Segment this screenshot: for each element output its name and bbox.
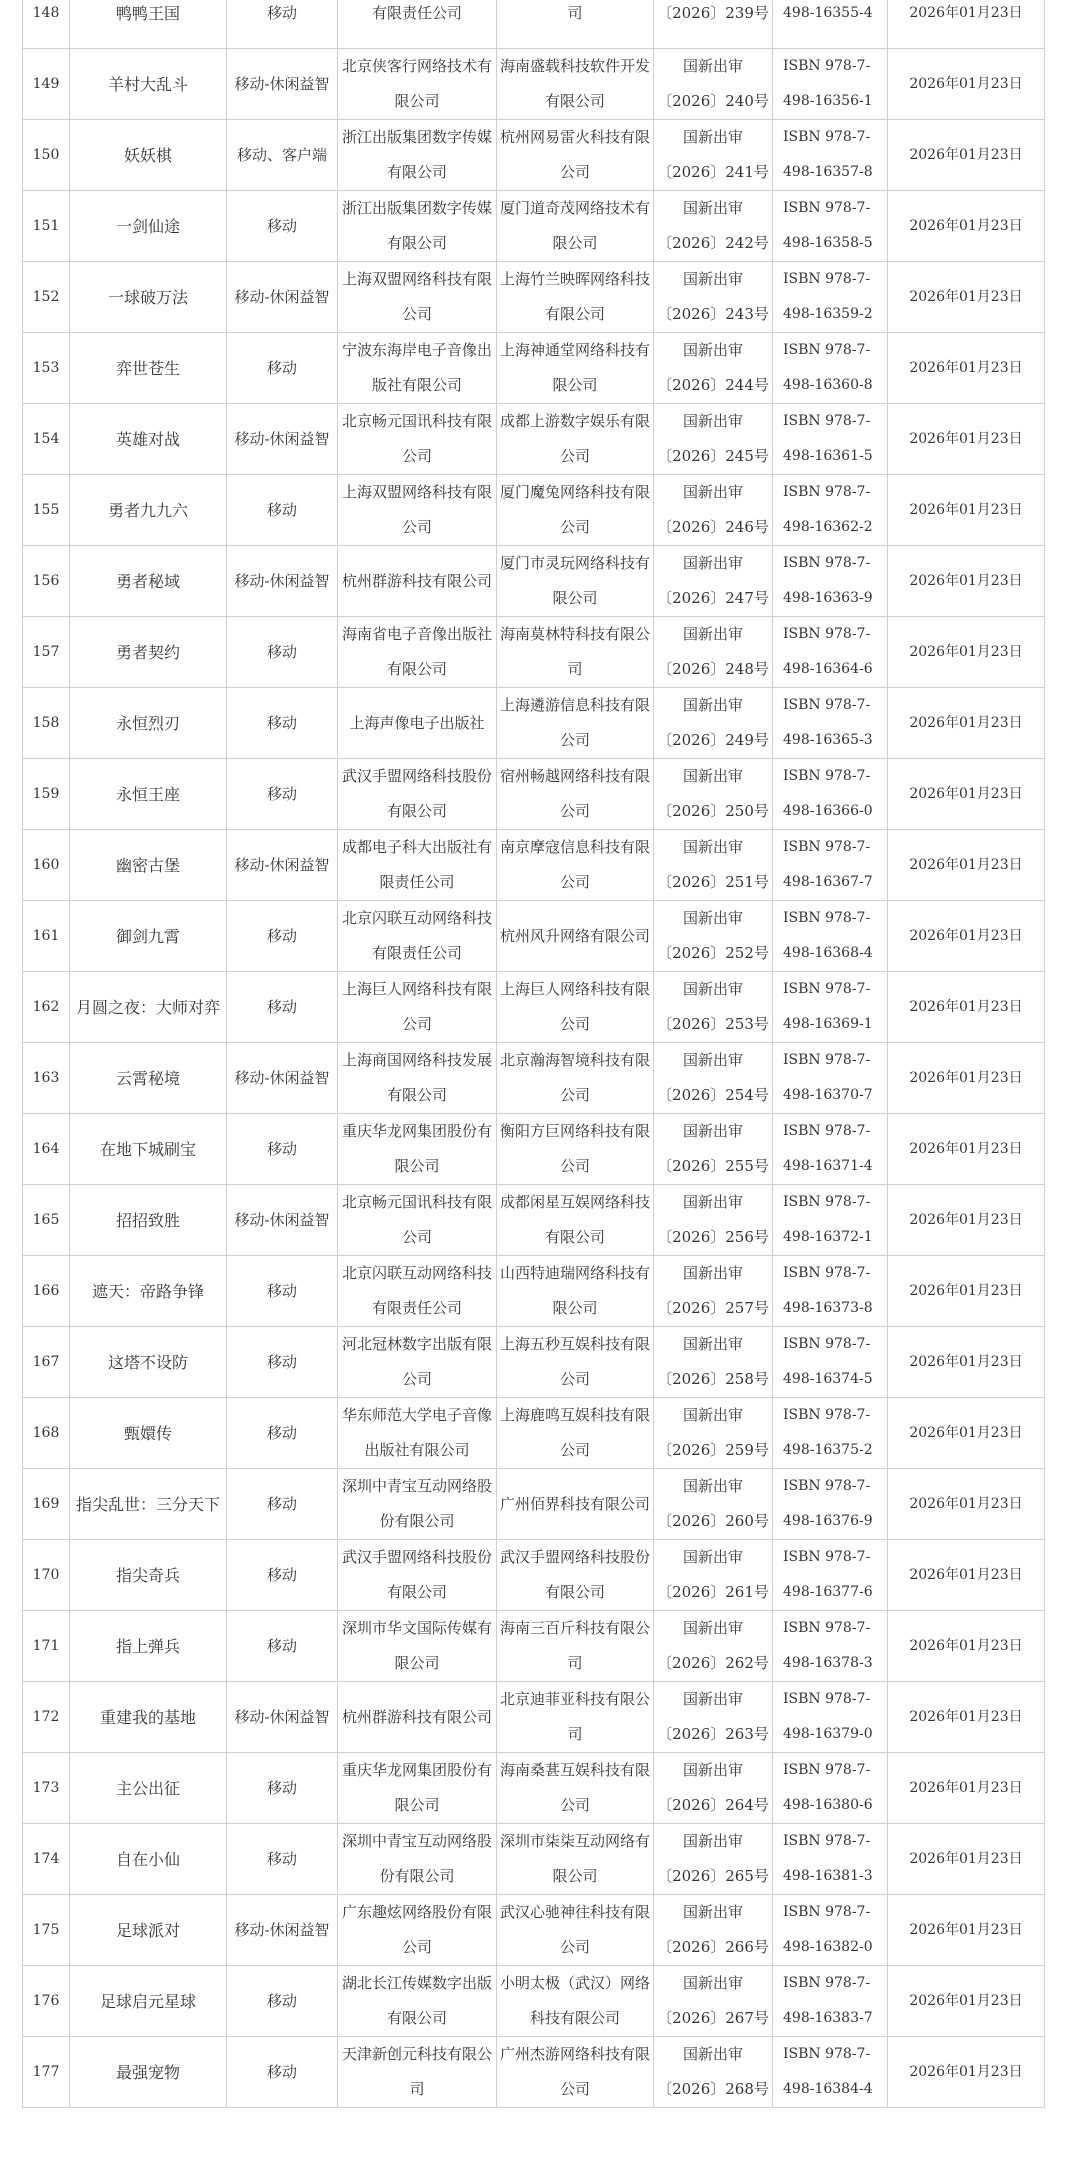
game-title: 招招致胜: [70, 1185, 227, 1256]
operator-name: 武汉手盟网络科技股份有限公司: [497, 1540, 654, 1611]
row-number: 168: [23, 1398, 70, 1469]
publisher-name: 北京畅元国讯科技有限公司: [338, 1185, 497, 1256]
isbn-number: ISBN 978-7-498-16358-5: [773, 191, 888, 262]
publisher-name: 重庆华龙网集团股份有限公司: [338, 1114, 497, 1185]
isbn-number: ISBN 978-7-498-16363-9: [773, 546, 888, 617]
publisher-name: 武汉手盟网络科技股份有限公司: [338, 1540, 497, 1611]
game-title: 指上弹兵: [70, 1611, 227, 1682]
operator-name: 上海鹿鸣互娱科技有限公司: [497, 1398, 654, 1469]
game-title: 甄嬛传: [70, 1398, 227, 1469]
isbn-number: ISBN 978-7-498-16370-7: [773, 1043, 888, 1114]
isbn-number: ISBN 978-7-498-16361-5: [773, 404, 888, 475]
approval-date: 2026年01月23日: [888, 120, 1045, 191]
game-title: 一球破万法: [70, 262, 227, 333]
game-category: 移动: [227, 1824, 338, 1895]
game-title: 勇者契约: [70, 617, 227, 688]
game-category: 移动-休闲益智: [227, 49, 338, 120]
publisher-name: 浙江出版集团数字传媒有限公司: [338, 120, 497, 191]
approval-date: 2026年01月23日: [888, 262, 1045, 333]
table-row: [23, 475, 1045, 546]
table-row: [23, 830, 1045, 901]
approval-date: 2026年01月23日: [888, 1398, 1045, 1469]
table-row: [23, 0, 1045, 49]
approval-number: 国新出审〔2026〕251号: [654, 830, 773, 901]
game-category: 移动: [227, 0, 338, 49]
game-title: 足球派对: [70, 1895, 227, 1966]
publisher-name: 北京侠客行网络技术有限公司: [338, 49, 497, 120]
publisher-name: 上海商国网络科技发展有限公司: [338, 1043, 497, 1114]
operator-name: 山西特迪瑞网络科技有限公司: [497, 1256, 654, 1327]
game-category: 移动: [227, 191, 338, 262]
table-row: [23, 546, 1045, 617]
table-row: [23, 1611, 1045, 1682]
table-row: [23, 1256, 1045, 1327]
approval-date: 2026年01月23日: [888, 830, 1045, 901]
isbn-number: ISBN 978-7-498-16364-6: [773, 617, 888, 688]
game-title: 在地下城刷宝: [70, 1114, 227, 1185]
operator-name: 南京摩寇信息科技有限公司: [497, 830, 654, 901]
isbn-number: ISBN 978-7-498-16384-4: [773, 2037, 888, 2108]
operator-name: 厦门魔兔网络科技有限公司: [497, 475, 654, 546]
approval-number: 国新出审〔2026〕267号: [654, 1966, 773, 2037]
isbn-number: ISBN 978-7-498-16372-1: [773, 1185, 888, 1256]
operator-name: 武汉心驰神往科技有限公司: [497, 1895, 654, 1966]
approval-date: 2026年01月23日: [888, 1540, 1045, 1611]
game-title: 足球启元星球: [70, 1966, 227, 2037]
operator-name: 海南盛载科技软件开发有限公司: [497, 49, 654, 120]
isbn-number: ISBN 978-7-498-16374-5: [773, 1327, 888, 1398]
approval-number: 国新出审〔2026〕260号: [654, 1469, 773, 1540]
operator-name: 上海五秒互娱科技有限公司: [497, 1327, 654, 1398]
game-title: 永恒烈刃: [70, 688, 227, 759]
game-title: 羊村大乱斗: [70, 49, 227, 120]
operator-name: 广州佰界科技有限公司: [497, 1469, 654, 1540]
approval-date: 2026年01月23日: [888, 1327, 1045, 1398]
approval-number: 国新出审〔2026〕265号: [654, 1824, 773, 1895]
row-number: 164: [23, 1114, 70, 1185]
publisher-name: 上海双盟网络科技有限公司: [338, 475, 497, 546]
table-row: [23, 1469, 1045, 1540]
row-number: 171: [23, 1611, 70, 1682]
row-number: 175: [23, 1895, 70, 1966]
row-number: 156: [23, 546, 70, 617]
table-row: [23, 1043, 1045, 1114]
game-category: 移动: [227, 1398, 338, 1469]
row-number: 157: [23, 617, 70, 688]
operator-name: 小明太极（武汉）网络科技有限公司: [497, 1966, 654, 2037]
isbn-number: ISBN 978-7-498-16382-0: [773, 1895, 888, 1966]
isbn-number: ISBN 978-7-498-16360-8: [773, 333, 888, 404]
table-row: [23, 972, 1045, 1043]
publisher-name: 成都电子科大出版社有限责任公司: [338, 830, 497, 901]
game-title: 指尖奇兵: [70, 1540, 227, 1611]
isbn-number: ISBN 978-7-498-16369-1: [773, 972, 888, 1043]
game-category: 移动-休闲益智: [227, 1043, 338, 1114]
approval-date: 2026年01月23日: [888, 475, 1045, 546]
approval-date: 2026年01月23日: [888, 191, 1045, 262]
game-category: 移动: [227, 1256, 338, 1327]
isbn-number: ISBN 978-7-498-16362-2: [773, 475, 888, 546]
publisher-name: 杭州群游科技有限公司: [338, 546, 497, 617]
isbn-number: ISBN 978-7-498-16376-9: [773, 1469, 888, 1540]
isbn-number: ISBN 978-7-498-16378-3: [773, 1611, 888, 1682]
approval-number: 国新出审〔2026〕240号: [654, 49, 773, 120]
table-row: [23, 1327, 1045, 1398]
publisher-name: 浙江出版集团数字传媒有限公司: [338, 191, 497, 262]
row-number: 160: [23, 830, 70, 901]
approval-number: 国新出审〔2026〕259号: [654, 1398, 773, 1469]
approval-number: 国新出审〔2026〕264号: [654, 1753, 773, 1824]
approval-date: 2026年01月23日: [888, 49, 1045, 120]
game-title: 弈世苍生: [70, 333, 227, 404]
table-row: [23, 759, 1045, 830]
isbn-number: ISBN 978-7-498-16359-2: [773, 262, 888, 333]
operator-name: 广州杰游网络科技有限公司: [497, 2037, 654, 2108]
isbn-number: ISBN 978-7-498-16366-0: [773, 759, 888, 830]
approval-date: 2026年01月23日: [888, 1966, 1045, 2037]
row-number: 170: [23, 1540, 70, 1611]
publisher-name: 广东趣炫网络股份有限公司: [338, 1895, 497, 1966]
row-number: 176: [23, 1966, 70, 2037]
game-title: 遮天：帝路争锋: [70, 1256, 227, 1327]
publisher-name: 华东师范大学电子音像出版社有限公司: [338, 1398, 497, 1469]
table-row: [23, 333, 1045, 404]
approval-date: 2026年01月23日: [888, 759, 1045, 830]
operator-name: 厦门道奇茂网络技术有限公司: [497, 191, 654, 262]
approval-date: 2026年01月23日: [888, 1895, 1045, 1966]
approval-date: 2026年01月23日: [888, 404, 1045, 475]
table-row: [23, 617, 1045, 688]
isbn-number: ISBN 978-7-498-16373-8: [773, 1256, 888, 1327]
row-number: 151: [23, 191, 70, 262]
game-category: 移动: [227, 333, 338, 404]
operator-name: 成都闲星互娱网络科技有限公司: [497, 1185, 654, 1256]
isbn-number: ISBN 978-7-498-16367-7: [773, 830, 888, 901]
publisher-name: 天津新创元科技有限公司: [338, 2037, 497, 2108]
operator-name: 海南桑葚互娱科技有限公司: [497, 1753, 654, 1824]
approval-date: 2026年01月23日: [888, 0, 1045, 49]
row-number: 150: [23, 120, 70, 191]
game-title: 指尖乱世：三分天下: [70, 1469, 227, 1540]
game-category: 移动: [227, 901, 338, 972]
publisher-name: 北京闪联互动网络科技有限责任公司: [338, 901, 497, 972]
table-row: [23, 1540, 1045, 1611]
approval-number: 国新出审〔2026〕247号: [654, 546, 773, 617]
approval-date: 2026年01月23日: [888, 1185, 1045, 1256]
approval-number: 国新出审〔2026〕242号: [654, 191, 773, 262]
isbn-number: ISBN 978-7-498-16380-6: [773, 1753, 888, 1824]
isbn-number: ISBN 978-7-498-16368-4: [773, 901, 888, 972]
operator-name: 衡阳方巨网络科技有限公司: [497, 1114, 654, 1185]
approval-number: 国新出审〔2026〕249号: [654, 688, 773, 759]
game-title: 一剑仙途: [70, 191, 227, 262]
approval-date: 2026年01月23日: [888, 1256, 1045, 1327]
isbn-number: ISBN 978-7-498-16371-4: [773, 1114, 888, 1185]
game-category: 移动: [227, 1753, 338, 1824]
table-row: [23, 1824, 1045, 1895]
publisher-name: 重庆华龙网集团股份有限公司: [338, 1753, 497, 1824]
operator-name: 上海遴游信息科技有限公司: [497, 688, 654, 759]
game-category: 移动、客户端: [227, 120, 338, 191]
publisher-name: 上海声像电子出版社: [338, 688, 497, 759]
table-row: [23, 1398, 1045, 1469]
approval-date: 2026年01月23日: [888, 1043, 1045, 1114]
operator-name: 深圳市柒柒互动网络有限公司: [497, 1824, 654, 1895]
isbn-number: ISBN 978-7-498-16383-7: [773, 1966, 888, 2037]
game-category: 移动-休闲益智: [227, 546, 338, 617]
approval-date: 2026年01月23日: [888, 1824, 1045, 1895]
game-title: 云霄秘境: [70, 1043, 227, 1114]
approval-date: 2026年01月23日: [888, 1682, 1045, 1753]
approval-date: 2026年01月23日: [888, 688, 1045, 759]
table-row: [23, 1895, 1045, 1966]
row-number: 153: [23, 333, 70, 404]
approval-number: 国新出审〔2026〕241号: [654, 120, 773, 191]
publisher-name: 深圳中青宝互动网络股份有限公司: [338, 1469, 497, 1540]
approval-number: 国新出审〔2026〕250号: [654, 759, 773, 830]
table-row: [23, 901, 1045, 972]
approval-number: 国新出审〔2026〕255号: [654, 1114, 773, 1185]
game-category: 移动: [227, 1611, 338, 1682]
row-number: 167: [23, 1327, 70, 1398]
game-category: 移动-休闲益智: [227, 830, 338, 901]
game-title: 主公出征: [70, 1753, 227, 1824]
approval-number: 〔2026〕239号: [654, 0, 773, 49]
game-title: 重建我的基地: [70, 1682, 227, 1753]
game-category: 移动: [227, 1469, 338, 1540]
game-category: 移动: [227, 688, 338, 759]
approval-number: 国新出审〔2026〕261号: [654, 1540, 773, 1611]
operator-name: 海南三百斤科技有限公司: [497, 1611, 654, 1682]
operator-name: 司: [497, 0, 654, 49]
row-number: 149: [23, 49, 70, 120]
row-number: 163: [23, 1043, 70, 1114]
isbn-number: ISBN 978-7-498-16356-1: [773, 49, 888, 120]
approval-date: 2026年01月23日: [888, 1469, 1045, 1540]
publisher-name: 有限责任公司: [338, 0, 497, 49]
isbn-number: ISBN 978-7-498-16377-6: [773, 1540, 888, 1611]
table-row: [23, 1114, 1045, 1185]
publisher-name: 河北冠林数字出版有限公司: [338, 1327, 497, 1398]
row-number: 165: [23, 1185, 70, 1256]
game-title: 勇者秘域: [70, 546, 227, 617]
isbn-number: ISBN 978-7-498-16381-3: [773, 1824, 888, 1895]
approval-number: 国新出审〔2026〕253号: [654, 972, 773, 1043]
row-number: 154: [23, 404, 70, 475]
publisher-name: 武汉手盟网络科技股份有限公司: [338, 759, 497, 830]
game-title: 月圆之夜：大师对弈: [70, 972, 227, 1043]
game-category: 移动: [227, 2037, 338, 2108]
row-number: 158: [23, 688, 70, 759]
operator-name: 成都上游数字娱乐有限公司: [497, 404, 654, 475]
publisher-name: 深圳市华文国际传媒有限公司: [338, 1611, 497, 1682]
table-row: [23, 120, 1045, 191]
game-title: 勇者九九六: [70, 475, 227, 546]
game-category: 移动-休闲益智: [227, 1682, 338, 1753]
row-number: 161: [23, 901, 70, 972]
publisher-name: 杭州群游科技有限公司: [338, 1682, 497, 1753]
publisher-name: 上海巨人网络科技有限公司: [338, 972, 497, 1043]
game-category: 移动: [227, 1540, 338, 1611]
row-number: 173: [23, 1753, 70, 1824]
approval-number: 国新出审〔2026〕266号: [654, 1895, 773, 1966]
operator-name: 上海神通堂网络科技有限公司: [497, 333, 654, 404]
approval-number: 国新出审〔2026〕248号: [654, 617, 773, 688]
approval-number: 国新出审〔2026〕256号: [654, 1185, 773, 1256]
game-title: 自在小仙: [70, 1824, 227, 1895]
approval-number: 国新出审〔2026〕245号: [654, 404, 773, 475]
approval-number: 国新出审〔2026〕262号: [654, 1611, 773, 1682]
publisher-name: 海南省电子音像出版社有限公司: [338, 617, 497, 688]
publisher-name: 深圳中青宝互动网络股份有限公司: [338, 1824, 497, 1895]
row-number: 166: [23, 1256, 70, 1327]
operator-name: 厦门市灵玩网络科技有限公司: [497, 546, 654, 617]
approval-date: 2026年01月23日: [888, 333, 1045, 404]
table-row: [23, 1753, 1045, 1824]
publisher-name: 北京闪联互动网络科技有限责任公司: [338, 1256, 497, 1327]
row-number: 155: [23, 475, 70, 546]
approval-number: 国新出审〔2026〕254号: [654, 1043, 773, 1114]
operator-name: 杭州风升网络有限公司: [497, 901, 654, 972]
operator-name: 宿州畅越网络科技有限公司: [497, 759, 654, 830]
table-row: [23, 688, 1045, 759]
approval-number: 国新出审〔2026〕246号: [654, 475, 773, 546]
approval-date: 2026年01月23日: [888, 546, 1045, 617]
publisher-name: 北京畅元国讯科技有限公司: [338, 404, 497, 475]
approval-date: 2026年01月23日: [888, 901, 1045, 972]
operator-name: 北京迪菲亚科技有限公司: [497, 1682, 654, 1753]
operator-name: 海南莫林特科技有限公司: [497, 617, 654, 688]
approval-number: 国新出审〔2026〕263号: [654, 1682, 773, 1753]
game-title: 英雄对战: [70, 404, 227, 475]
game-title: 鸭鸭王国: [70, 0, 227, 49]
game-title: 永恒王座: [70, 759, 227, 830]
publisher-name: 宁波东海岸电子音像出版社有限公司: [338, 333, 497, 404]
isbn-number: ISBN 978-7-498-16365-3: [773, 688, 888, 759]
table-row: [23, 191, 1045, 262]
approval-date: 2026年01月23日: [888, 617, 1045, 688]
operator-name: 上海竹兰映晖网络科技有限公司: [497, 262, 654, 333]
game-category: 移动: [227, 617, 338, 688]
approval-number: 国新出审〔2026〕243号: [654, 262, 773, 333]
table-row: [23, 1966, 1045, 2037]
publisher-name: 湖北长江传媒数字出版有限公司: [338, 1966, 497, 2037]
game-title: 妖妖棋: [70, 120, 227, 191]
game-title: 这塔不设防: [70, 1327, 227, 1398]
approval-date: 2026年01月23日: [888, 972, 1045, 1043]
game-category: 移动: [227, 1114, 338, 1185]
row-number: 172: [23, 1682, 70, 1753]
table-row: [23, 404, 1045, 475]
row-number: 152: [23, 262, 70, 333]
approval-date: 2026年01月23日: [888, 1753, 1045, 1824]
game-category: 移动: [227, 759, 338, 830]
game-approval-table: [22, 0, 1045, 2108]
row-number: 148: [23, 0, 70, 49]
approval-number: 国新出审〔2026〕258号: [654, 1327, 773, 1398]
table-row: [23, 49, 1045, 120]
row-number: 174: [23, 1824, 70, 1895]
isbn-number: ISBN 978-7-498-16379-0: [773, 1682, 888, 1753]
game-title: 最强宠物: [70, 2037, 227, 2108]
game-category: 移动: [227, 475, 338, 546]
isbn-number: 498-16355-4: [773, 0, 888, 49]
game-category: 移动-休闲益智: [227, 1185, 338, 1256]
row-number: 159: [23, 759, 70, 830]
table-row: [23, 2037, 1045, 2108]
isbn-number: ISBN 978-7-498-16357-8: [773, 120, 888, 191]
row-number: 169: [23, 1469, 70, 1540]
table-row: [23, 262, 1045, 333]
game-category: 移动-休闲益智: [227, 262, 338, 333]
game-category: 移动: [227, 1327, 338, 1398]
approval-number: 国新出审〔2026〕252号: [654, 901, 773, 972]
game-title: 幽密古堡: [70, 830, 227, 901]
game-category: 移动: [227, 972, 338, 1043]
publisher-name: 上海双盟网络科技有限公司: [338, 262, 497, 333]
row-number: 162: [23, 972, 70, 1043]
approval-number: 国新出审〔2026〕268号: [654, 2037, 773, 2108]
game-category: 移动-休闲益智: [227, 1895, 338, 1966]
game-category: 移动: [227, 1966, 338, 2037]
table-row: [23, 1682, 1045, 1753]
approval-date: 2026年01月23日: [888, 2037, 1045, 2108]
approval-number: 国新出审〔2026〕244号: [654, 333, 773, 404]
approval-number: 国新出审〔2026〕257号: [654, 1256, 773, 1327]
row-number: 177: [23, 2037, 70, 2108]
operator-name: 杭州网易雷火科技有限公司: [497, 120, 654, 191]
approval-date: 2026年01月23日: [888, 1611, 1045, 1682]
game-category: 移动-休闲益智: [227, 404, 338, 475]
operator-name: 上海巨人网络科技有限公司: [497, 972, 654, 1043]
approval-date: 2026年01月23日: [888, 1114, 1045, 1185]
operator-name: 北京瀚海智境科技有限公司: [497, 1043, 654, 1114]
table-row: [23, 1185, 1045, 1256]
game-title: 御剑九霄: [70, 901, 227, 972]
isbn-number: ISBN 978-7-498-16375-2: [773, 1398, 888, 1469]
